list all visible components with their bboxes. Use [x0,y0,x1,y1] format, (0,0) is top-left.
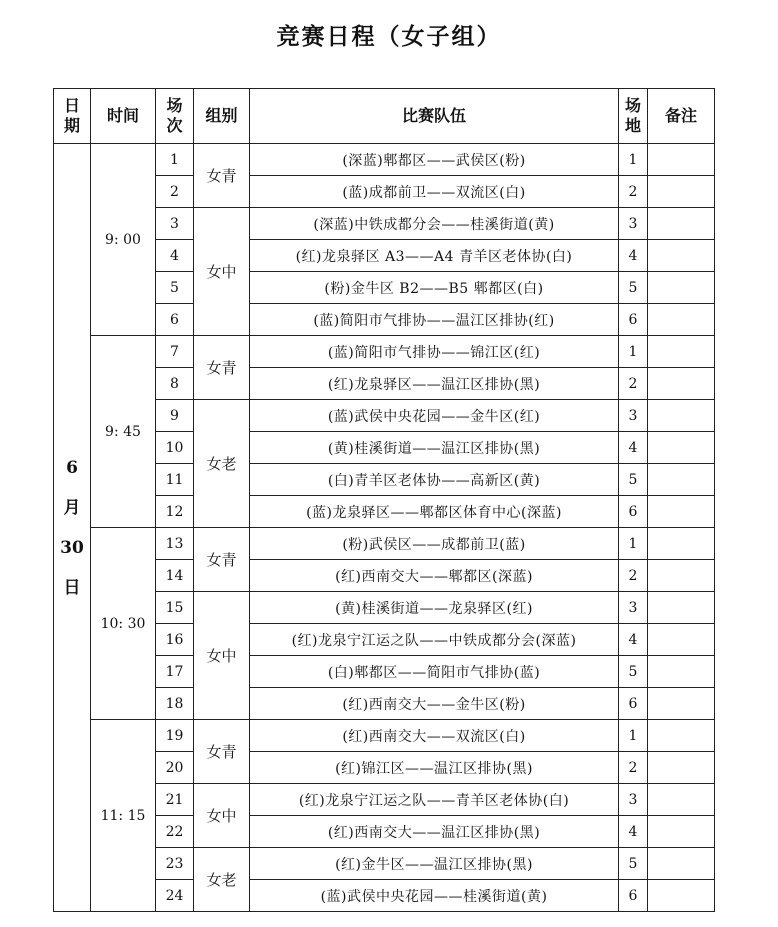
round-number: 19 [156,720,194,752]
schedule-table [53,88,715,912]
match-teams: (红)龙泉宁江运之队——青羊区老体协(白) [250,784,619,816]
match-teams: (黄)桂溪街道——温江区排协(黑) [250,432,619,464]
note-cell [648,688,715,720]
header-court: 场地 [619,89,648,144]
match-teams: (蓝)成都前卫——双流区(白) [250,176,619,208]
round-number: 12 [156,496,194,528]
time-cell: 9: 00 [91,144,156,336]
court-number: 1 [619,720,648,752]
note-cell [648,592,715,624]
court-number: 4 [619,816,648,848]
note-cell [648,560,715,592]
note-cell [648,176,715,208]
date-part: 日 [63,577,81,598]
match-teams: (红)龙泉驿区 A3——A4 青羊区老体协(白) [250,240,619,272]
round-number: 23 [156,848,194,880]
round-number: 20 [156,752,194,784]
round-number: 9 [156,400,194,432]
note-cell [648,752,715,784]
document-title: 竞赛日程（女子组） [276,23,502,50]
match-teams: (粉)武侯区——成都前卫(蓝) [250,528,619,560]
round-number: 11 [156,464,194,496]
note-cell [648,720,715,752]
group-cell: 女青 [194,528,250,592]
round-number: 22 [156,816,194,848]
court-number: 1 [619,336,648,368]
match-teams: (白)郫都区——简阳市气排协(蓝) [250,656,619,688]
round-number: 14 [156,560,194,592]
round-number: 4 [156,240,194,272]
note-cell [648,336,715,368]
court-number: 5 [619,272,648,304]
note-cell [648,656,715,688]
date-part: 30 [60,537,84,558]
note-cell [648,272,715,304]
note-cell [648,816,715,848]
note-cell [648,432,715,464]
header-round: 场次 [156,89,194,144]
header-row [54,89,715,144]
round-number: 16 [156,624,194,656]
court-number: 6 [619,304,648,336]
round-number: 10 [156,432,194,464]
match-teams: (红)锦江区——温江区排协(黑) [250,752,619,784]
header-teams: 比赛队伍 [250,89,619,144]
round-number: 24 [156,880,194,912]
note-cell [648,208,715,240]
note-cell [648,496,715,528]
group-cell: 女青 [194,336,250,400]
court-number: 4 [619,240,648,272]
court-number: 4 [619,624,648,656]
schedule-body [54,144,715,912]
court-number: 2 [619,368,648,400]
group-cell: 女青 [194,144,250,208]
round-number: 3 [156,208,194,240]
note-cell [648,304,715,336]
note-cell [648,400,715,432]
court-number: 3 [619,784,648,816]
court-number: 6 [619,496,648,528]
court-number: 6 [619,880,648,912]
match-teams: (红)龙泉宁江运之队——中铁成都分会(深蓝) [250,624,619,656]
group-cell: 女中 [194,208,250,336]
court-number: 5 [619,464,648,496]
header-note: 备注 [648,89,715,144]
note-cell [648,880,715,912]
round-number: 17 [156,656,194,688]
court-number: 6 [619,688,648,720]
round-number: 15 [156,592,194,624]
group-cell: 女中 [194,784,250,848]
group-cell: 女老 [194,400,250,528]
round-number: 21 [156,784,194,816]
round-number: 8 [156,368,194,400]
note-cell [648,848,715,880]
round-number: 1 [156,144,194,176]
date-part: 月 [63,497,81,518]
round-number: 5 [156,272,194,304]
match-teams: (蓝)简阳市气排协——温江区排协(红) [250,304,619,336]
date-part: 6 [66,457,78,478]
match-teams: (红)西南交大——郫都区(深蓝) [250,560,619,592]
match-teams: (红)西南交大——双流区(白) [250,720,619,752]
match-teams: (深蓝)郫都区——武侯区(粉) [250,144,619,176]
match-teams: (深蓝)中铁成都分会——桂溪街道(黄) [250,208,619,240]
match-row [54,336,715,368]
match-teams: (蓝)简阳市气排协——锦江区(红) [250,336,619,368]
match-teams: (红)西南交大——温江区排协(黑) [250,816,619,848]
round-number: 7 [156,336,194,368]
match-teams: (蓝)武侯中央花园——金牛区(红) [250,400,619,432]
court-number: 3 [619,592,648,624]
court-number: 1 [619,528,648,560]
match-teams: (红)龙泉驿区——温江区排协(黑) [250,368,619,400]
court-number: 1 [619,144,648,176]
date-cell [54,144,91,912]
court-number: 4 [619,432,648,464]
court-number: 3 [619,400,648,432]
court-number: 2 [619,176,648,208]
note-cell [648,240,715,272]
round-number: 18 [156,688,194,720]
court-number: 3 [619,208,648,240]
time-cell: 9: 45 [91,336,156,528]
round-number: 2 [156,176,194,208]
court-number: 5 [619,848,648,880]
court-number: 2 [619,560,648,592]
header-group: 组别 [194,89,250,144]
match-teams: (蓝)武侯中央花园——桂溪街道(黄) [250,880,619,912]
note-cell [648,144,715,176]
match-teams: (蓝)龙泉驿区——郫都区体育中心(深蓝) [250,496,619,528]
note-cell [648,624,715,656]
time-cell: 11: 15 [91,720,156,912]
match-teams: (红)金牛区——温江区排协(黑) [250,848,619,880]
time-cell: 10: 30 [91,528,156,720]
round-number: 6 [156,304,194,336]
header-date: 日期 [54,89,91,144]
note-cell [648,368,715,400]
match-teams: (白)青羊区老体协——高新区(黄) [250,464,619,496]
group-cell: 女老 [194,848,250,912]
match-row [54,144,715,176]
group-cell: 女青 [194,720,250,784]
group-cell: 女中 [194,592,250,720]
note-cell [648,528,715,560]
note-cell [648,464,715,496]
header-time: 时间 [91,89,156,144]
match-teams: (红)西南交大——金牛区(粉) [250,688,619,720]
match-row [54,528,715,560]
round-number: 13 [156,528,194,560]
court-number: 2 [619,752,648,784]
match-teams: (黄)桂溪街道——龙泉驿区(红) [250,592,619,624]
note-cell [648,784,715,816]
court-number: 5 [619,656,648,688]
match-teams: (粉)金牛区 B2——B5 郫都区(白) [250,272,619,304]
match-row [54,720,715,752]
